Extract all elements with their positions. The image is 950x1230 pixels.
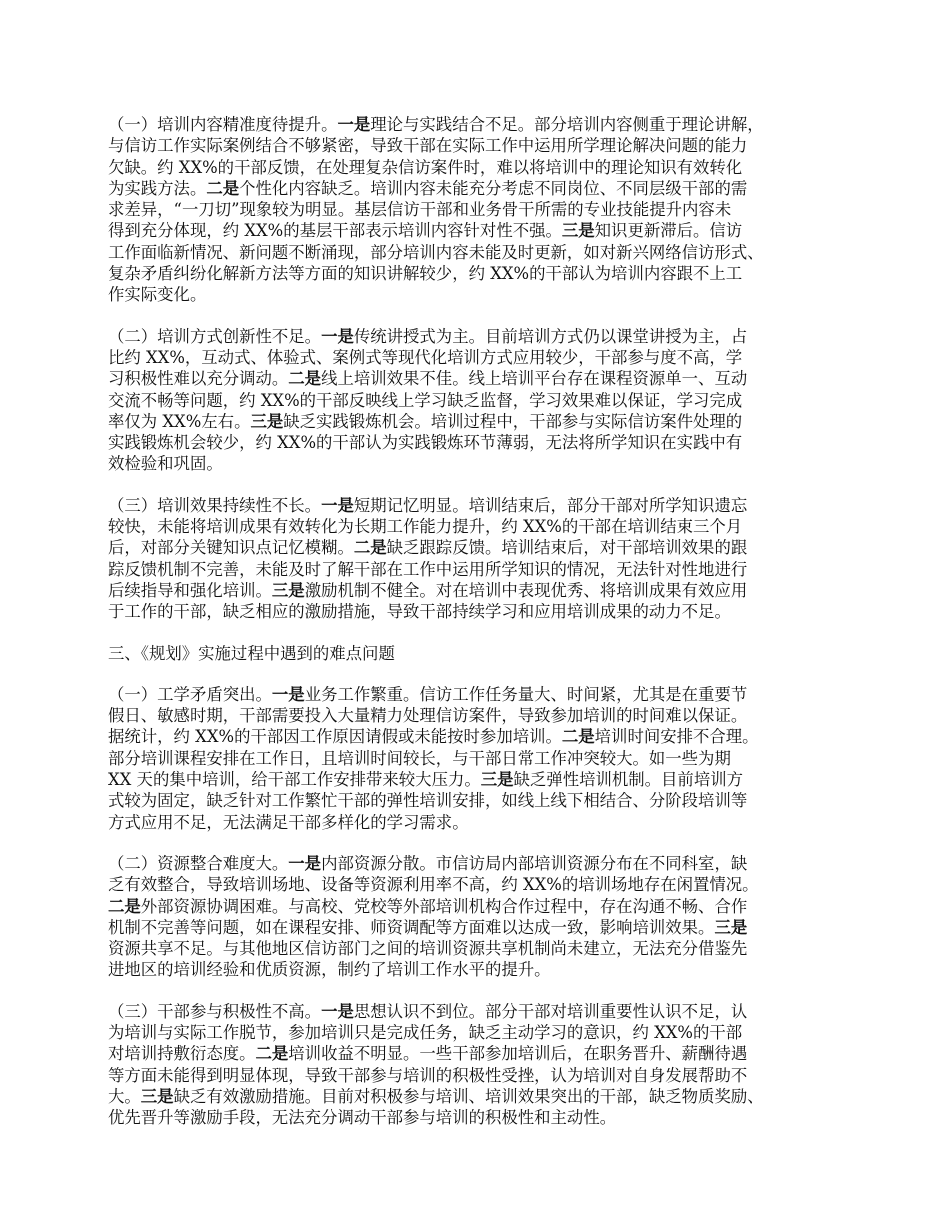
paragraph xyxy=(108,1001,868,1129)
text-run: 缺乏有效激励措施。目前对积极参与培训、培训效果突出的干部，缺乏物质奖励、 xyxy=(173,1086,764,1106)
bold-keyword: 三是 xyxy=(250,411,284,431)
bold-keyword: 三是 xyxy=(561,221,595,241)
text-run: 对培训持敷衍态度。 xyxy=(108,1044,256,1064)
text-run: 比约 XX%，互动式、体验式、案例式等现代化培训方式应用较少，干部参与度不高，学 xyxy=(108,347,743,367)
text-line xyxy=(108,1001,868,1022)
paragraph xyxy=(108,495,868,623)
bold-keyword: 二是 xyxy=(353,538,387,558)
text-run: 较快，未能将培训成果有效转化为长期工作能力提升，约 XX%的干部在培训结束三个月 xyxy=(108,517,743,537)
text-line xyxy=(108,199,868,220)
text-run: 个性化内容缺乏。培训内容未能充分考虑不同岗位、不同层级干部的需 xyxy=(239,178,748,198)
text-line xyxy=(108,874,868,895)
text-run: 缺乏跟踪反馈。培训结束后，对干部培训效果的跟 xyxy=(386,538,748,558)
text-line xyxy=(108,812,868,833)
bold-keyword: 一是 xyxy=(337,115,371,134)
text-run: 传统讲授式为主。目前培训方式仍以课堂讲授为主，占 xyxy=(353,326,748,346)
section-heading xyxy=(108,643,868,664)
text-run: （二）资源整合难度大。 xyxy=(108,853,289,873)
text-line xyxy=(108,242,868,263)
text-run: 方式应用不足，无法满足干部多样化的学习需求。 xyxy=(108,812,469,832)
text-run: 进地区的培训经验和优质资源，制约了培训工作水平的提升。 xyxy=(108,960,551,980)
text-run: XX 天的集中培训，给干部工作安排带来较大压力。 xyxy=(108,770,481,790)
text-line xyxy=(108,1022,868,1043)
text-line xyxy=(108,748,868,769)
text-run: 得到充分体现，约 XX%的基层干部表示培训内容针对性不强。 xyxy=(108,221,562,241)
text-line xyxy=(108,453,868,474)
text-line xyxy=(108,495,868,516)
paragraph xyxy=(108,684,868,833)
paragraph xyxy=(108,326,868,475)
text-run: 与信访工作实际案例结合不够紧密，导致干部在实际工作中运用所学理论解决问题的能力 xyxy=(108,136,748,156)
text-run: 激励机制不健全。对在培训中表现优秀、将培训成果有效应用 xyxy=(304,580,748,600)
text-run: 后续指导和强化培训。 xyxy=(108,580,272,600)
text-line xyxy=(108,390,868,411)
text-line xyxy=(108,769,868,790)
text-line xyxy=(108,580,868,601)
text-run: 资源共享不足。与其他地区信访部门之间的培训资源共享机制尚未建立，无法充分借鉴先 xyxy=(108,939,748,959)
text-run: 率仅为 XX%左右。 xyxy=(108,411,251,431)
text-line xyxy=(108,684,868,705)
text-line xyxy=(108,559,868,580)
text-line xyxy=(108,368,868,389)
text-run: 知识更新滞后。信访 xyxy=(594,221,743,241)
text-run: 假日、敏感时期，干部需要投入大量精力处理信访案件，导致参加培训的时间难以保证。 xyxy=(108,706,748,726)
bold-keyword: 三是 xyxy=(714,917,748,937)
text-line xyxy=(108,938,868,959)
bold-keyword: 一是 xyxy=(321,1001,354,1021)
text-run: 复杂矛盾纠纷化解新方法等方面的知识讲解较少，约 XX%的干部认为培训内容跟不上工 xyxy=(108,264,743,284)
text-line xyxy=(108,178,868,199)
text-run: 优先晋升等激励手段，无法充分调动干部参与培训的积极性和主动性。 xyxy=(108,1108,617,1128)
text-line xyxy=(108,853,868,874)
bold-keyword: 二是 xyxy=(255,1044,289,1064)
bold-keyword: 二是 xyxy=(561,727,595,747)
bold-keyword: 二是 xyxy=(206,178,240,198)
text-line xyxy=(108,896,868,917)
text-run: 缺乏实践锻炼机会。培训过程中，干部参与实际信访案件处理的 xyxy=(283,411,743,431)
text-run: 后，对部分关键知识点记忆模糊。 xyxy=(108,538,354,558)
text-run: 部分培训课程安排在工作日，且培训时间较长，与干部日常工作冲突较大。如一些为期 xyxy=(108,748,731,768)
text-run: （三）干部参与积极性不高。 xyxy=(108,1001,322,1021)
text-line xyxy=(108,959,868,980)
text-run: （三）培训效果持续性不长。 xyxy=(108,495,322,515)
text-line xyxy=(108,326,868,347)
text-line xyxy=(108,432,868,453)
text-line xyxy=(108,537,868,558)
text-run: 于工作的干部，缺乏相应的激励措施，导致干部持续学习和应用培训成果的动力不足。 xyxy=(108,602,731,622)
text-run: 外部资源协调困难。与高校、党校等外部培训机构合作过程中，存在沟通不畅、合作 xyxy=(140,896,748,916)
text-run: 机制不完善等问题，如在课程安排、师资调配等方面难以达成一致，影响培训效果。 xyxy=(108,917,715,937)
text-run: 内部资源分散。市信访局内部培训资源分布在不同科室，缺 xyxy=(321,853,748,873)
text-run: 踪反馈机制不完善，未能及时了解干部在工作中运用所学知识的情况，无法针对性地进行 xyxy=(108,559,748,579)
text-line xyxy=(108,1065,868,1086)
bold-keyword: 三是 xyxy=(140,1086,174,1106)
text-run: 工作面临新情况、新问题不断涌现，部分培训内容未能及时更新，如对新兴网络信访形式、 xyxy=(108,242,764,262)
text-line xyxy=(108,1043,868,1064)
text-run: 习积极性难以充分调动。 xyxy=(108,369,289,389)
bold-keyword: 三是 xyxy=(480,770,514,790)
bold-keyword: 一是 xyxy=(321,326,354,346)
text-run: 培训时间安排不合理。 xyxy=(594,727,759,747)
paragraph xyxy=(108,853,868,981)
paragraph xyxy=(108,114,868,306)
bold-keyword: 一是 xyxy=(321,495,354,515)
text-run: 效检验和巩固。 xyxy=(108,454,223,474)
text-run: 实践锻炼机会较少，约 XX%的干部认为实践锻炼环节薄弱，无法将所学知识在实践中有 xyxy=(108,433,743,453)
text-line xyxy=(108,917,868,938)
text-run: 据统计，约 XX%的干部因工作原因请假或未能按时参加培训。 xyxy=(108,727,562,747)
text-run: 式较为固定，缺乏针对工作繁忙干部的弹性培训安排，如线上线下相结合、分阶段培训等 xyxy=(108,791,748,811)
text-line xyxy=(108,1086,868,1107)
text-run: （二）培训方式创新性不足。 xyxy=(108,326,322,346)
text-run: 业务工作繁重。信访工作任务量大、时间紧，尤其是在重要节 xyxy=(304,684,748,704)
bold-keyword: 三是 xyxy=(271,580,305,600)
text-line xyxy=(108,1107,868,1128)
text-run: 乏有效整合，导致培训场地、设备等资源利用率不高，约 XX%的培训场地存在闲置情况。 xyxy=(108,875,759,895)
text-run: 欠缺。约 XX%的干部反馈，在处理复杂信访案件时，难以将培训中的理论知识有效转化 xyxy=(108,157,743,177)
text-line xyxy=(108,790,868,811)
text-run: 思想认识不到位。部分干部对培训重要性认识不足，认 xyxy=(353,1001,748,1021)
text-line xyxy=(108,643,868,664)
text-run: 线上培训效果不佳。线上培训平台存在课程资源单一、互动 xyxy=(321,369,748,389)
text-run: 作实际变化。 xyxy=(108,285,207,305)
text-line xyxy=(108,411,868,432)
text-run: （一）工学矛盾突出。 xyxy=(108,684,272,704)
text-line xyxy=(108,114,868,135)
bold-keyword: 一是 xyxy=(288,853,322,873)
text-line xyxy=(108,284,868,305)
text-run: 交流不畅等问题，约 XX%的干部反映线上学习缺乏监督，学习效果难以保证，学习完成 xyxy=(108,390,743,410)
text-line xyxy=(108,157,868,178)
text-run: 为培训与实际工作脱节，参加培训只是完成任务，缺乏主动学习的意识，约 XX%的干部 xyxy=(108,1022,743,1042)
text-line xyxy=(108,347,868,368)
text-run: 三、《规划》实施过程中遇到的难点问题 xyxy=(108,643,395,663)
text-line xyxy=(108,601,868,622)
document-body xyxy=(108,114,868,1148)
text-run: 短期记忆明显。培训结束后，部分干部对所学知识遗忘 xyxy=(353,495,748,515)
text-run: 缺乏弹性培训机制。目前培训方 xyxy=(513,770,743,790)
text-run: （一）培训内容精准度待提升。 xyxy=(108,115,338,134)
bold-keyword: 一是 xyxy=(271,684,305,704)
text-run: 理论与实践结合不足。部分培训内容侧重于理论讲解， xyxy=(370,115,764,134)
text-run: 大。 xyxy=(108,1086,141,1106)
text-run: 等方面未能得到明显体现，导致干部参与培训的积极性受挫，认为培训对自身发展帮助不 xyxy=(108,1065,748,1085)
text-line xyxy=(108,516,868,537)
text-line xyxy=(108,220,868,241)
bold-keyword: 二是 xyxy=(288,369,322,389)
text-line xyxy=(108,705,868,726)
text-line xyxy=(108,726,868,747)
bold-keyword: 二是 xyxy=(108,896,141,916)
text-run: 为实践方法。 xyxy=(108,178,207,198)
text-line xyxy=(108,135,868,156)
text-line xyxy=(108,263,868,284)
text-run: 求差异，“一刀切”现象较为明显。基层信访干部和业务骨干所需的专业技能提升内容未 xyxy=(108,200,732,220)
text-run: 培训收益不明显。一些干部参加培训后，在职务晋升、薪酬待遇 xyxy=(288,1044,748,1064)
